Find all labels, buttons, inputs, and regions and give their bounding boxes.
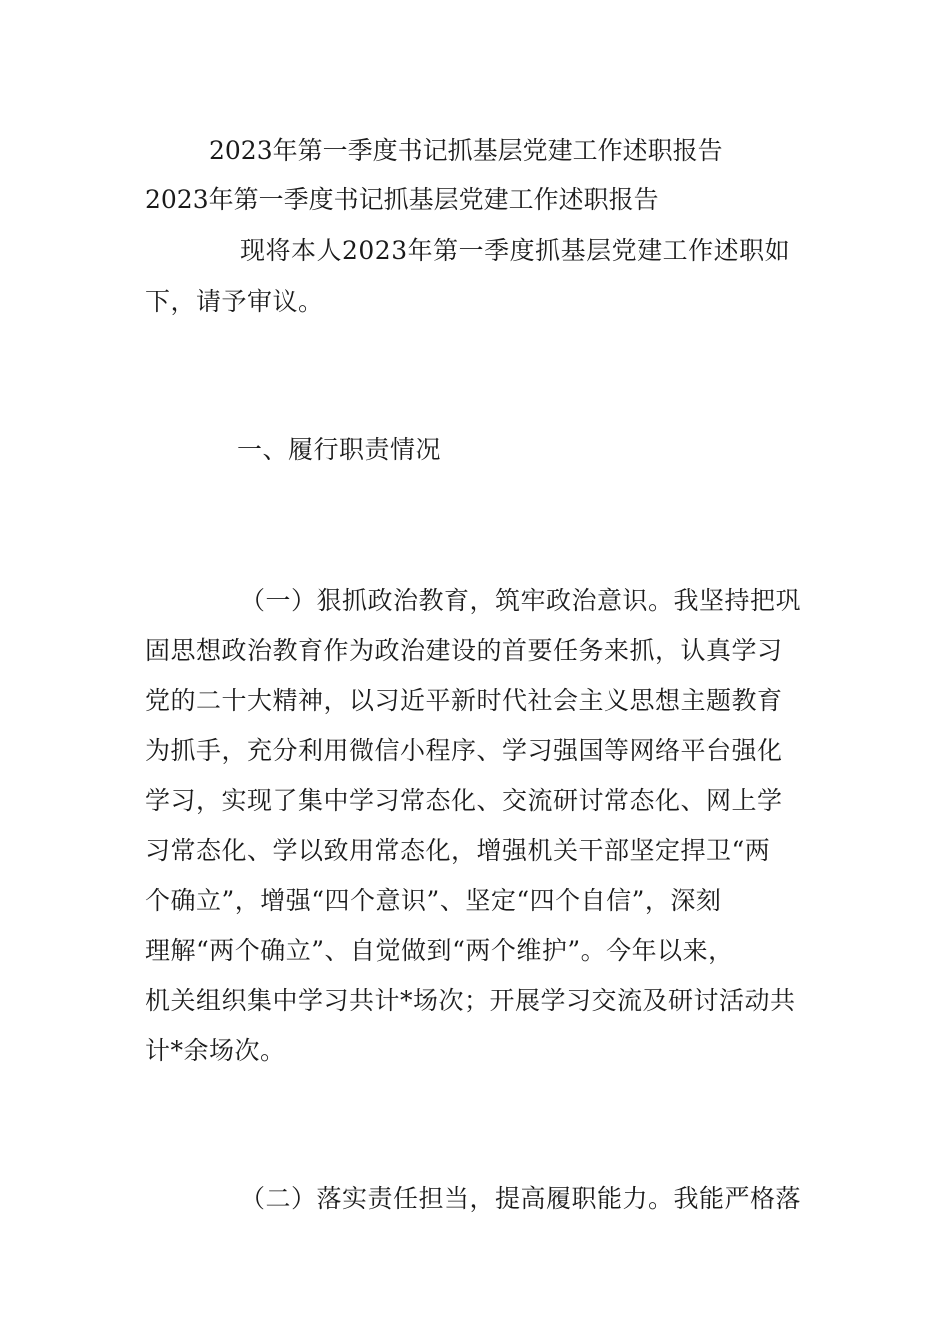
- paragraph-1-line: 固思想政治教育作为政治建设的首要任务来抓，认真学习: [145, 636, 783, 665]
- intro-line-2: 下，请予审议。: [145, 287, 324, 316]
- paragraph-1-line: 个确立”，增强“四个意识”、坚定“四个自信”，深刻: [145, 886, 722, 915]
- section-heading: 一、履行职责情况: [237, 435, 442, 464]
- paragraph-1-line: 理解“两个确立”、自觉做到“两个维护”。今年以来，: [145, 936, 734, 965]
- paragraph-1-line: 为抓手，充分利用微信小程序、学习强国等网络平台强化: [145, 736, 783, 765]
- paragraph-1-line: 习常态化、学以致用常态化，增强机关干部坚定捍卫“两: [145, 836, 771, 865]
- intro-line-1: 现将本人2023年第一季度抓基层党建工作述职如: [240, 236, 791, 265]
- paragraph-1-line: 机关组织集中学习共计*场次；开展学习交流及研讨活动共: [145, 986, 796, 1015]
- paragraph-1-line: （一）狠抓政治教育，筑牢政治意识。我坚持把巩: [240, 586, 802, 615]
- document-title: 2023年第一季度书记抓基层党建工作述职报告: [209, 136, 723, 165]
- paragraph-1-line: 计*余场次。: [145, 1036, 286, 1065]
- paragraph-1-line: 学习，实现了集中学习常态化、交流研讨常态化、网上学: [145, 786, 783, 815]
- paragraph-2-line: （二）落实责任担当，提高履职能力。我能严格落: [240, 1184, 802, 1213]
- paragraph-1-line: 党的二十大精神，以习近平新时代社会主义思想主题教育: [145, 686, 783, 715]
- document-subtitle: 2023年第一季度书记抓基层党建工作述职报告: [145, 185, 659, 214]
